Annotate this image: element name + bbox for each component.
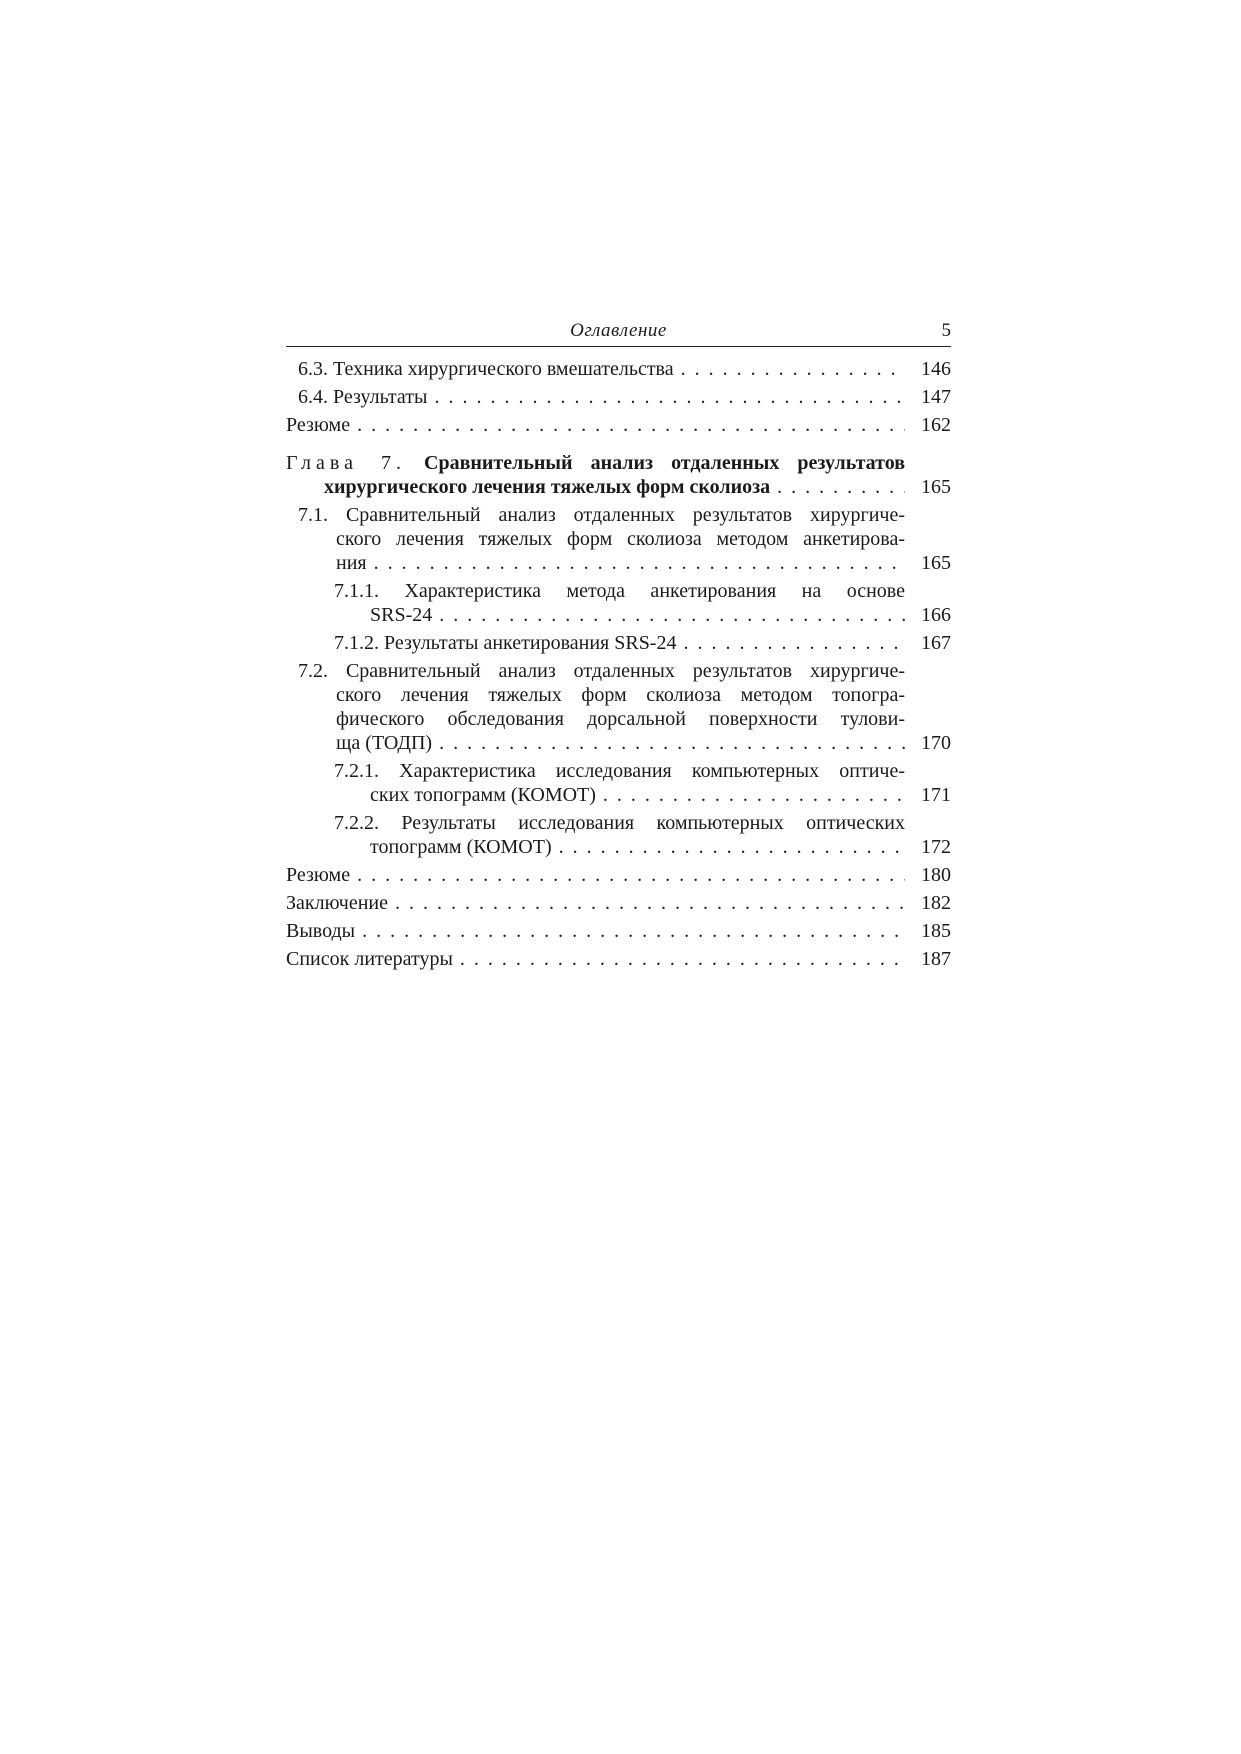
toc-entry-findings[interactable] — [286, 919, 951, 943]
toc-entry-text: 6.4. Результаты . . . — [286, 385, 905, 409]
toc-page-number: 171 — [921, 784, 951, 806]
toc-page-number: 170 — [921, 732, 951, 754]
toc-entry-text-cont: хирургического лечения тяжелых форм сколиоза . . . — [286, 475, 905, 499]
toc-entry-7-2-2[interactable] — [286, 811, 951, 859]
toc-entry-7-2[interactable] — [286, 659, 951, 755]
toc-page-number: 182 — [921, 892, 951, 914]
toc-entry-text: 7.2. Сравнительный анализ отдаленных результатов хирургиче- — [298, 660, 905, 682]
toc-entry-text: Резюме . . . — [286, 863, 905, 887]
header-page-number: 5 — [941, 320, 951, 341]
toc-entry-conclusion[interactable] — [286, 891, 951, 915]
toc-entry-text: Резюме . . . — [286, 413, 905, 437]
toc-entry-bibliography[interactable] — [286, 947, 951, 971]
header-title: Оглавление — [570, 320, 667, 341]
toc-entry-text: Список литературы . . . — [286, 947, 905, 971]
toc-entry-summary-6[interactable] — [286, 413, 951, 437]
toc-entry-6-3[interactable] — [286, 357, 951, 381]
toc-entry-text: 7.1.1. Характеристика метода анкетирования на основе — [334, 580, 905, 602]
toc-page-number: 187 — [921, 948, 951, 970]
toc-page-number: 185 — [921, 920, 951, 942]
toc-entry-7-1-2[interactable] — [286, 631, 951, 655]
toc-entry-text-cont: топограмм (КОМОТ) . . . — [286, 835, 905, 859]
toc-entry-text-cont: фического обследования дорсальной поверхности тулови- — [336, 708, 905, 730]
toc-entry-6-4[interactable] — [286, 385, 951, 409]
toc-entry-text-cont: ния . . . — [286, 551, 905, 575]
toc-entry-chapter-7[interactable] — [286, 451, 951, 499]
toc-entry-text-cont: ского лечения тяжелых форм сколиоза методом топогра- — [336, 684, 905, 706]
toc-page-number: 146 — [921, 358, 951, 380]
toc-entry-text: 6.3. Техника хирургического вмешательства . . . — [286, 357, 905, 381]
toc-page-number: 162 — [921, 414, 951, 436]
toc-entry-text: 7.1. Сравнительный анализ отдаленных результатов хирургиче- — [298, 504, 905, 526]
toc-entry-text: Выводы . . . — [286, 919, 905, 943]
running-header — [286, 316, 951, 347]
toc-entry-text-cont: ского лечения тяжелых форм сколиоза методом анкетирова- — [336, 528, 905, 550]
toc-entry-text-cont: SRS-24 . . . — [286, 603, 905, 627]
toc-entry-text: 7.2.2. Результаты исследования компьютерных оптических — [334, 812, 905, 834]
table-of-contents — [286, 357, 951, 971]
toc-page-number: 147 — [921, 386, 951, 408]
toc-page-number: 166 — [921, 604, 951, 626]
toc-page-number: 167 — [921, 632, 951, 654]
toc-entry-text: Заключение . . . — [286, 891, 905, 915]
toc-page-number: 180 — [921, 864, 951, 886]
toc-page-number: 172 — [921, 836, 951, 858]
toc-entry-7-1[interactable] — [286, 503, 951, 575]
chapter-label: Глава 7. — [286, 452, 406, 474]
toc-entry-text-cont: ща (ТОДП) . . . — [286, 731, 905, 755]
toc-entry-7-1-1[interactable] — [286, 579, 951, 627]
toc-entry-7-2-1[interactable] — [286, 759, 951, 807]
toc-page-number: 165 — [921, 476, 951, 498]
toc-entry-text: Глава 7. Сравнительный анализ отдаленных результатов — [286, 452, 905, 474]
toc-entry-text: 7.2.1. Характеристика исследования компьютерных оптиче- — [334, 760, 905, 782]
toc-entry-summary-7[interactable] — [286, 863, 951, 887]
toc-page — [286, 316, 951, 975]
toc-page-number: 165 — [921, 552, 951, 574]
toc-entry-text: 7.1.2. Результаты анкетирования SRS-24 . . . — [286, 631, 905, 655]
toc-entry-text-cont: ских топограмм (КОМОТ) . . . — [286, 783, 905, 807]
